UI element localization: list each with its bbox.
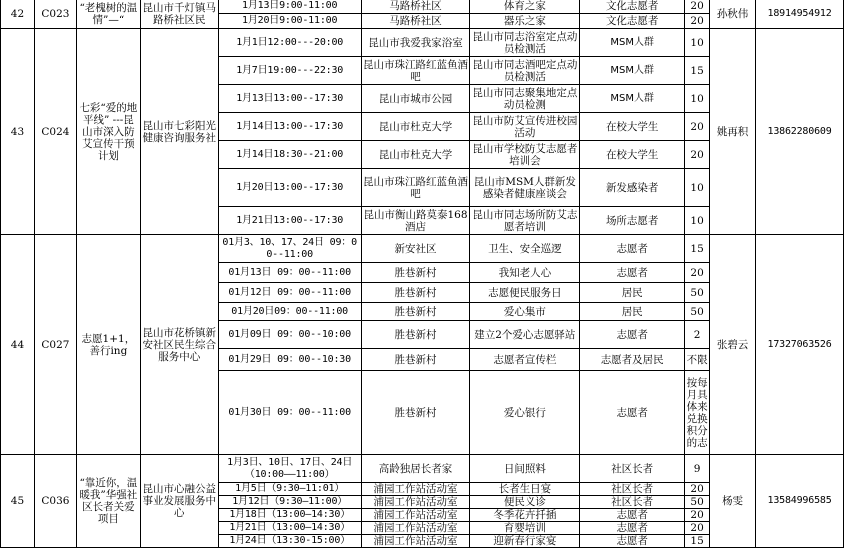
target-audience: 在校大学生 (580, 113, 685, 141)
row-number: 43 (1, 29, 35, 235)
activity-time: 1月5日（9:30—11:01） (218, 483, 361, 496)
activity-content: 昆山市MSM人群新发感染者健康座谈会 (470, 169, 580, 207)
activity-time: 1月14日18:30--21:00 (218, 141, 361, 169)
target-audience: 新发感染者 (580, 169, 685, 207)
activity-content: 昆山市同志场所防艾志愿者培训 (470, 207, 580, 235)
activity-time: 01月12日 09：00--11:00 (218, 283, 361, 303)
contact-person: 张碧云 (710, 235, 756, 455)
table-row (1, 29, 844, 57)
project-name: “老槐树的温情”—“ (76, 0, 140, 29)
activity-place: 胜巷新村 (361, 283, 470, 303)
activity-time: 1月1日12:00---20:00 (218, 29, 361, 57)
activity-place: 浦园工作站活动室 (361, 509, 470, 522)
activity-place: 新安社区 (361, 235, 470, 263)
target-audience: 文化志愿者 (580, 0, 685, 14)
activity-time: 1月12日（9:30—11:00） (218, 496, 361, 509)
participant-count: 20 (685, 483, 710, 496)
target-audience: 社区长者 (580, 496, 685, 509)
target-audience: 社区长者 (580, 483, 685, 496)
organization: 昆山市千灯镇马路桥社区民 (140, 0, 218, 29)
activity-place: 昆山市珠江路红蓝鱼酒吧 (361, 169, 470, 207)
activity-time: 1月20日13:00--17:30 (218, 169, 361, 207)
target-audience: 社区长者 (580, 455, 685, 483)
row-number: 44 (1, 235, 35, 455)
activity-time: 1月3日、10日、17日、24日（10:00——11:00） (218, 455, 361, 483)
activity-content: 爱心集市 (470, 303, 580, 321)
activity-content: 昆山市同志酒吧定点动员检测活 (470, 57, 580, 85)
project-code: C036 (34, 455, 76, 548)
activity-content: 昆山市同志浴室定点动员检测活 (470, 29, 580, 57)
participant-count: 10 (685, 207, 710, 235)
project-name: 七彩“爱的地平线” ---昆山市深入防艾宣传干预计划 (76, 29, 140, 235)
activity-time: 1月14日13:00--17:30 (218, 113, 361, 141)
activity-time: 01月30日 09：00--11:00 (218, 371, 361, 455)
contact-phone: 17327063526 (756, 235, 844, 455)
activity-place: 马路桥社区 (361, 14, 470, 29)
activity-content: 建立2个爱心志愿驿站 (470, 321, 580, 349)
contact-person: 孙秋伟 (710, 0, 756, 29)
organization: 昆山市花桥镇新安社区民生综合服务中心 (140, 235, 218, 455)
activity-place: 胜巷新村 (361, 321, 470, 349)
contact-phone: 13584996585 (756, 455, 844, 548)
activity-place: 高龄独居长者家 (361, 455, 470, 483)
activity-content: 便民义诊 (470, 496, 580, 509)
activity-time: 01月09日 09：00--10:00 (218, 321, 361, 349)
target-audience: 志愿者 (580, 235, 685, 263)
row-number: 42 (1, 0, 35, 29)
activity-time: 01月13日 09：00--11:00 (218, 263, 361, 283)
participant-count: 9 (685, 455, 710, 483)
target-audience: 场所志愿者 (580, 207, 685, 235)
activity-time: 1月20日9:00-11:00 (218, 14, 361, 29)
participant-count: 50 (685, 283, 710, 303)
activity-place: 昆山市我爱我家浴室 (361, 29, 470, 57)
activity-content: 爱心银行 (470, 371, 580, 455)
participant-count: 2 (685, 321, 710, 349)
participant-count: 不限 (685, 349, 710, 371)
activity-place: 胜巷新村 (361, 349, 470, 371)
participant-count: 20 (685, 0, 710, 14)
target-audience: 志愿者 (580, 509, 685, 522)
target-audience: 志愿者 (580, 371, 685, 455)
participant-count: 10 (685, 169, 710, 207)
target-audience: MSM人群 (580, 85, 685, 113)
activity-content: 昆山市防艾宣传进校园活动 (470, 113, 580, 141)
activity-time: 1月18日（13:00—14:30） (218, 509, 361, 522)
activity-content: 志愿便民服务日 (470, 283, 580, 303)
activity-place: 胜巷新村 (361, 263, 470, 283)
activity-content: 我知老人心 (470, 263, 580, 283)
contact-person: 杨雯 (710, 455, 756, 548)
activity-content: 育婴培训 (470, 522, 580, 535)
target-audience: 文化志愿者 (580, 14, 685, 29)
participant-count: 20 (685, 141, 710, 169)
activity-time: 1月13日13:00--17:30 (218, 85, 361, 113)
participant-count: 按每月具体来兑换积分的志 (685, 371, 710, 455)
participant-count: 15 (685, 57, 710, 85)
participant-count: 15 (685, 535, 710, 548)
activity-place: 昆山市杜克大学 (361, 141, 470, 169)
activity-content: 迎新春行家宴 (470, 535, 580, 548)
activity-content: 体育之家 (470, 0, 580, 14)
activity-place: 浦园工作站活动室 (361, 496, 470, 509)
participant-count: 50 (685, 496, 710, 509)
contact-person: 姚再积 (710, 29, 756, 235)
activity-time: 1月13日9:00-11:00 (218, 0, 361, 14)
activity-place: 马路桥社区 (361, 0, 470, 14)
row-number: 45 (1, 455, 35, 548)
target-audience: 居民 (580, 303, 685, 321)
activity-content: 冬季花卉扦插 (470, 509, 580, 522)
participant-count: 20 (685, 113, 710, 141)
activity-place: 昆山市杜克大学 (361, 113, 470, 141)
activity-content: 昆山市学校防艾志愿者培训会 (470, 141, 580, 169)
activity-time: 01月29日 09：00--10:30 (218, 349, 361, 371)
activity-place: 浦园工作站活动室 (361, 483, 470, 496)
target-audience: 志愿者 (580, 321, 685, 349)
target-audience: 志愿者及居民 (580, 349, 685, 371)
activity-place: 昆山市衡山路莫泰168酒店 (361, 207, 470, 235)
activity-time: 1月21日13:00--17:30 (218, 207, 361, 235)
activity-content: 卫生、安全巡逻 (470, 235, 580, 263)
participant-count: 10 (685, 29, 710, 57)
participant-count: 15 (685, 235, 710, 263)
participant-count: 20 (685, 263, 710, 283)
table-body (1, 0, 844, 548)
activity-time: 1月21日（13:00—14:30） (218, 522, 361, 535)
participant-count: 50 (685, 303, 710, 321)
activity-place: 浦园工作站活动室 (361, 535, 470, 548)
participant-count: 20 (685, 522, 710, 535)
activity-place: 浦园工作站活动室 (361, 522, 470, 535)
activity-place: 昆山市珠江路红蓝鱼酒吧 (362, 58, 468, 83)
table-row (1, 0, 844, 14)
activity-place: 胜巷新村 (361, 371, 470, 455)
activity-content: 器乐之家 (470, 14, 580, 29)
project-code: C024 (34, 29, 76, 235)
activity-time: 01月3、10、17、24日 09：00--11:00 (218, 235, 361, 263)
participant-count: 10 (685, 85, 710, 113)
target-audience: 在校大学生 (580, 141, 685, 169)
target-audience: MSM人群 (580, 57, 685, 85)
organization: 昆山市心融公益事业发展服务中心 (140, 455, 218, 548)
activity-time: 1月7日19:00---22:30 (218, 57, 361, 85)
participant-count: 20 (685, 509, 710, 522)
table-row (1, 235, 844, 263)
target-audience: 居民 (580, 283, 685, 303)
activity-content: 长者生日宴 (470, 483, 580, 496)
project-code: C027 (34, 235, 76, 455)
activity-content: 志愿者宣传栏 (470, 349, 580, 371)
project-name: “靠近你，温暖我”华强社区长者关爱项目 (76, 455, 140, 548)
target-audience: 志愿者 (580, 522, 685, 535)
participant-count: 20 (685, 14, 710, 29)
project-name: 志愿1+1，善行ing (76, 235, 140, 455)
target-audience: 志愿者 (580, 263, 685, 283)
target-audience: 志愿者 (580, 535, 685, 548)
organization: 昆山市七彩阳光健康咨询服务社 (140, 29, 218, 235)
activity-place: 昆山市城市公园 (361, 85, 470, 113)
activity-content: 日间照料 (470, 455, 580, 483)
activity-content: 昆山市同志聚集地定点动员检测 (470, 85, 580, 113)
contact-phone: 18914954912 (756, 0, 844, 29)
table-row (1, 455, 844, 483)
project-code: C023 (34, 0, 76, 29)
activity-time: 01月20日09：00--11:00 (218, 303, 361, 321)
contact-phone: 13862280609 (756, 29, 844, 235)
target-audience: MSM人群 (580, 29, 685, 57)
activity-time: 1月24日（13:30-15:00） (218, 535, 361, 548)
activity-place: 胜巷新村 (361, 303, 470, 321)
